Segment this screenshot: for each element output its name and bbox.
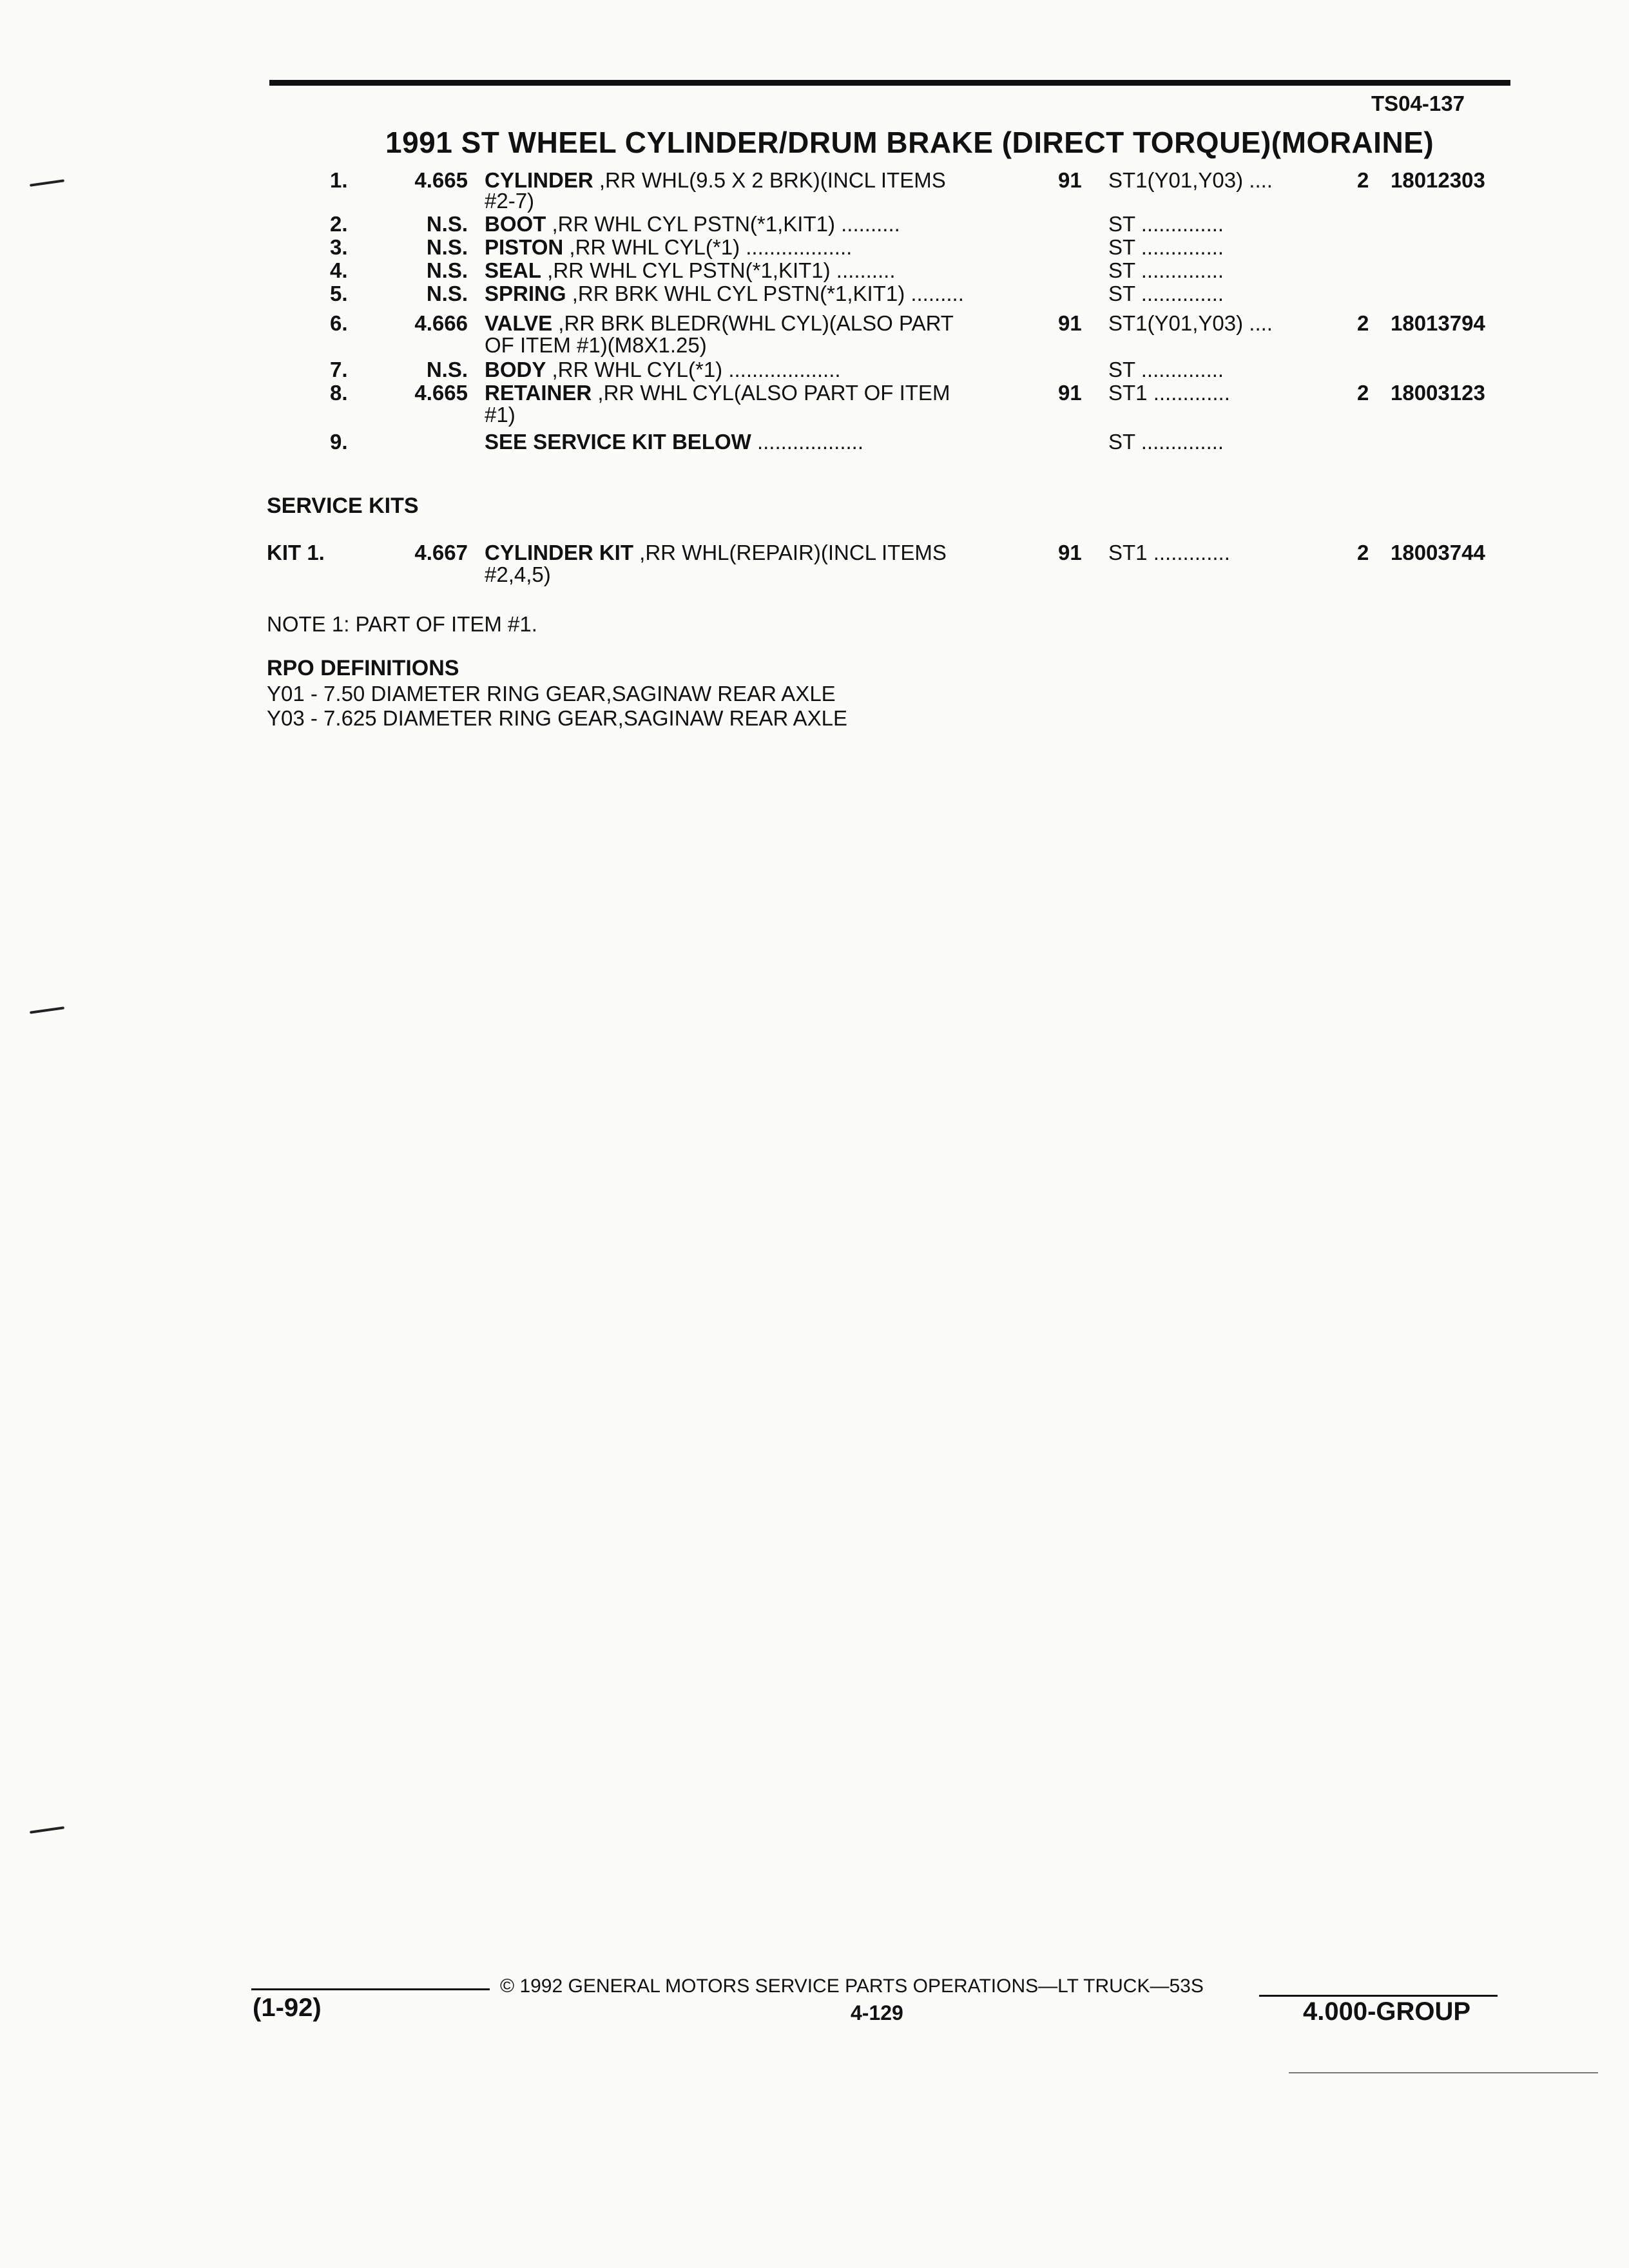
year: 91 (1058, 541, 1082, 564)
model: ST1(Y01,Y03) .... (1108, 168, 1273, 192)
ref-number: 4.665 (414, 168, 468, 192)
revision-date: (1-92) (253, 1994, 322, 2022)
quantity: 2 (1357, 168, 1369, 192)
model: ST .............. (1108, 235, 1224, 259)
page-title: 1991 ST WHEEL CYLINDER/DRUM BRAKE (DIRECT TORQUE)(MORAINE) (385, 126, 1434, 159)
model: ST1 ............. (1108, 381, 1230, 405)
quantity: 2 (1357, 311, 1369, 335)
model: ST .............. (1108, 430, 1224, 454)
note: NOTE 1: PART OF ITEM #1. (267, 612, 537, 636)
footer-rule-left (251, 1988, 490, 1990)
description-cont: #1) (485, 403, 516, 427)
description: BODY ,RR WHL CYL(*1) ................... (485, 358, 841, 381)
item-number: 8. (330, 381, 348, 405)
ref-number: 4.666 (414, 311, 468, 335)
ref-number: N.S. (426, 235, 468, 259)
ref-number: N.S. (426, 212, 468, 236)
item-number: 6. (330, 311, 348, 335)
margin-mark (30, 1826, 64, 1833)
group-label: 4.000-GROUP (1303, 1997, 1471, 2026)
rpo-definition: Y01 - 7.50 DIAMETER RING GEAR,SAGINAW REAR AXLE (267, 682, 836, 706)
model: ST .............. (1108, 282, 1224, 305)
rpo-heading: RPO DEFINITIONS (267, 656, 459, 680)
footer-rule-right (1259, 1995, 1498, 1997)
item-number: 9. (330, 430, 348, 454)
description: BOOT ,RR WHL CYL PSTN(*1,KIT1) .......... (485, 212, 900, 236)
margin-mark (30, 1006, 64, 1014)
item-number: 4. (330, 258, 348, 282)
model: ST1(Y01,Y03) .... (1108, 311, 1273, 335)
description: VALVE ,RR BRK BLEDR(WHL CYL)(ALSO PART (485, 311, 954, 335)
top-rule (269, 80, 1510, 86)
copyright: © 1992 GENERAL MOTORS SERVICE PARTS OPERATIONS—LT TRUCK—53S (500, 1975, 1204, 1997)
model: ST .............. (1108, 258, 1224, 282)
item-number: 1. (330, 168, 348, 192)
description: CYLINDER ,RR WHL(9.5 X 2 BRK)(INCL ITEMS (485, 168, 946, 192)
ref-number: N.S. (426, 358, 468, 381)
year: 91 (1058, 311, 1082, 335)
bottom-rule (1289, 2072, 1598, 2073)
part-number: 18013794 (1391, 311, 1485, 335)
description: SEAL ,RR WHL CYL PSTN(*1,KIT1) .......... (485, 258, 896, 282)
item-number: 2. (330, 212, 348, 236)
item-number: 5. (330, 282, 348, 305)
description-cont: #2-7) (485, 189, 535, 213)
model: ST1 ............. (1108, 541, 1230, 564)
description: SEE SERVICE KIT BELOW .................. (485, 430, 863, 454)
ref-number: 4.665 (414, 381, 468, 405)
rpo-definition: Y03 - 7.625 DIAMETER RING GEAR,SAGINAW REAR AXLE (267, 706, 848, 730)
year: 91 (1058, 168, 1082, 192)
page-code: TS04-137 (1371, 91, 1465, 115)
description-cont: #2,4,5) (485, 562, 551, 586)
part-number: 18012303 (1391, 168, 1485, 192)
kit-number: KIT 1. (267, 541, 325, 564)
description-cont: OF ITEM #1)(M8X1.25) (485, 333, 707, 357)
ref-number: 4.667 (414, 541, 468, 564)
margin-mark (30, 179, 64, 186)
part-number: 18003744 (1391, 541, 1485, 564)
part-number: 18003123 (1391, 381, 1485, 405)
description: RETAINER ,RR WHL CYL(ALSO PART OF ITEM (485, 381, 950, 405)
page-number: 4-129 (851, 2001, 903, 2024)
quantity: 2 (1357, 381, 1369, 405)
description: PISTON ,RR WHL CYL(*1) .................. (485, 235, 853, 259)
description: CYLINDER KIT ,RR WHL(REPAIR)(INCL ITEMS (485, 541, 947, 564)
item-number: 7. (330, 358, 348, 381)
description: SPRING ,RR BRK WHL CYL PSTN(*1,KIT1) ......... (485, 282, 964, 305)
service-kits-heading: SERVICE KITS (267, 494, 419, 518)
quantity: 2 (1357, 541, 1369, 564)
year: 91 (1058, 381, 1082, 405)
model: ST .............. (1108, 358, 1224, 381)
model: ST .............. (1108, 212, 1224, 236)
item-number: 3. (330, 235, 348, 259)
ref-number: N.S. (426, 258, 468, 282)
ref-number: N.S. (426, 282, 468, 305)
